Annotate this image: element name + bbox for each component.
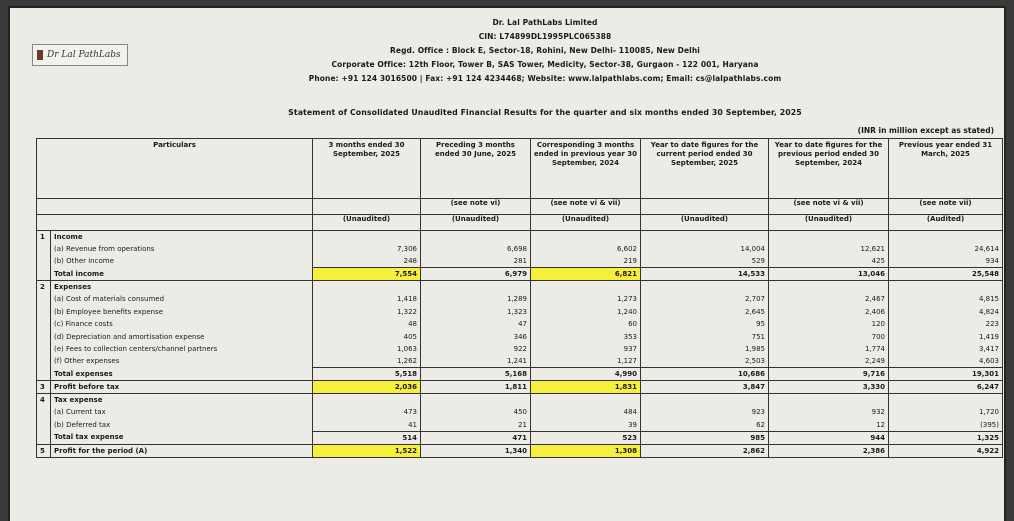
value-cell: 62 [641,419,769,432]
row-serial [37,318,51,330]
table-row [37,355,1003,368]
value-cell [531,281,641,294]
row-label: Profit for the period (A) [51,444,313,457]
row-serial [37,368,51,381]
contact-details: Phone: +91 124 3016500 | Fax: +91 124 4234468; Website: www.lalpathlabs.com; Email: cs@lalpathlabs.com [308,74,782,83]
logo-text: Dr Lal PathLabs [47,50,121,60]
value-cell: 1,985 [641,343,769,355]
value-cell [641,281,769,294]
row-serial [37,431,51,444]
table-row [37,231,1003,244]
value-cell: 2,645 [641,306,769,318]
highlighted-value-cell: 1,831 [531,381,641,394]
row-label: Expenses [51,281,313,294]
value-cell: 95 [641,318,769,330]
statement-title: Statement of Consolidated Unaudited Financial Results for the quarter and six months ended 30 September, 2025 [288,108,802,117]
value-cell: 3,417 [889,343,1003,355]
value-cell: 1,322 [313,306,421,318]
notes-row [37,199,1003,215]
company-logo [32,44,128,66]
value-cell: 223 [889,318,1003,330]
value-cell: 5,168 [421,368,531,381]
value-cell: 60 [531,318,641,330]
value-cell: 10,686 [641,368,769,381]
highlighted-value-cell: 1,522 [313,444,421,457]
value-cell [421,231,531,244]
value-cell: 700 [769,331,889,343]
value-cell [889,394,1003,407]
value-cell: 1,340 [421,444,531,457]
table-row [37,343,1003,355]
table-row [37,243,1003,255]
value-cell: 405 [313,331,421,343]
row-serial: 5 [37,444,51,457]
column-header: 3 months ended 30 September, 2025 [313,139,421,199]
value-cell [769,281,889,294]
audit-status: (Unaudited) [641,215,769,231]
row-serial [37,419,51,432]
table-row [37,281,1003,294]
value-cell: 1,325 [889,431,1003,444]
value-cell: 25,548 [889,268,1003,281]
table-header-row [37,139,1003,199]
value-cell: 985 [641,431,769,444]
value-cell: 1,418 [313,293,421,305]
table-row [37,419,1003,432]
value-cell: 19,301 [889,368,1003,381]
value-cell: 1,811 [421,381,531,394]
value-cell: 5,518 [313,368,421,381]
value-cell [313,231,421,244]
value-cell [313,281,421,294]
value-cell: 12,621 [769,243,889,255]
value-cell [769,231,889,244]
corporate-office: Corporate Office: 12th Floor, Tower B, SAS Tower, Medicity, Sector-38, Gurgaon - 122 001, Haryana [331,60,759,69]
table-row [37,318,1003,330]
value-cell [313,394,421,407]
value-cell: 1,240 [531,306,641,318]
column-note [641,199,769,215]
audit-status-row [37,215,1003,231]
table-row [37,331,1003,343]
value-cell [421,394,531,407]
value-cell: 751 [641,331,769,343]
value-cell: 6,979 [421,268,531,281]
value-cell: 484 [531,406,641,418]
value-cell: 4,603 [889,355,1003,368]
value-cell [889,281,1003,294]
value-cell [769,394,889,407]
row-serial [37,268,51,281]
value-cell: 2,467 [769,293,889,305]
value-cell: 937 [531,343,641,355]
table-row [37,368,1003,381]
audit-status: (Unaudited) [531,215,641,231]
column-note: (see note vi & vii) [531,199,641,215]
value-cell: 471 [421,431,531,444]
value-cell: 523 [531,431,641,444]
row-label: (c) Finance costs [51,318,313,330]
row-serial [37,343,51,355]
row-label: (b) Employee benefits expense [51,306,313,318]
value-cell: 4,922 [889,444,1003,457]
table-row [37,394,1003,407]
row-label: (a) Revenue from operations [51,243,313,255]
audit-status: (Audited) [889,215,1003,231]
financial-statement-sheet [8,6,1006,521]
value-cell: 281 [421,255,531,268]
audit-status: (Unaudited) [421,215,531,231]
particulars-header: Particulars [37,139,313,199]
table-row [37,268,1003,281]
value-cell: 1,289 [421,293,531,305]
table-row [37,293,1003,305]
value-cell: 219 [531,255,641,268]
value-cell: 47 [421,318,531,330]
audit-status: (Unaudited) [313,215,421,231]
value-cell: 21 [421,419,531,432]
row-label: (b) Other income [51,255,313,268]
unit-note: (INR in million except as stated) [857,126,994,135]
value-cell: 6,602 [531,243,641,255]
row-label: (a) Current tax [51,406,313,418]
table-row [37,431,1003,444]
value-cell: 4,815 [889,293,1003,305]
value-cell: (395) [889,419,1003,432]
column-note: (see note vii) [889,199,1003,215]
registered-office: Regd. Office : Block E, Sector-18, Rohini, New Delhi- 110085, New Delhi [390,46,700,55]
value-cell: 2,249 [769,355,889,368]
value-cell [641,231,769,244]
row-serial [37,306,51,318]
row-serial [37,355,51,368]
row-serial: 3 [37,381,51,394]
value-cell: 120 [769,318,889,330]
table-body [37,231,1003,458]
value-cell: 39 [531,419,641,432]
value-cell: 1,419 [889,331,1003,343]
value-cell: 4,990 [531,368,641,381]
row-serial: 2 [37,281,51,294]
value-cell: 1,720 [889,406,1003,418]
value-cell: 473 [313,406,421,418]
value-cell: 1,774 [769,343,889,355]
row-label: (b) Deferred tax [51,419,313,432]
value-cell: 13,046 [769,268,889,281]
highlighted-value-cell: 2,036 [313,381,421,394]
value-cell: 922 [421,343,531,355]
row-label: Income [51,231,313,244]
value-cell: 6,247 [889,381,1003,394]
highlighted-value-cell: 6,821 [531,268,641,281]
row-label: Total income [51,268,313,281]
table-row [37,444,1003,457]
value-cell: 4,824 [889,306,1003,318]
company-name: Dr. Lal PathLabs Limited [492,18,598,27]
value-cell: 6,698 [421,243,531,255]
value-cell: 1,323 [421,306,531,318]
row-serial [37,243,51,255]
row-serial [37,255,51,268]
column-header: Preceding 3 months ended 30 June, 2025 [421,139,531,199]
column-note: (see note vi) [421,199,531,215]
value-cell [531,231,641,244]
value-cell: 514 [313,431,421,444]
value-cell: 7,306 [313,243,421,255]
row-serial: 4 [37,394,51,407]
value-cell: 934 [889,255,1003,268]
value-cell: 1,262 [313,355,421,368]
row-label: Tax expense [51,394,313,407]
column-header: Year to date figures for the previous period ended 30 September, 2024 [769,139,889,199]
row-serial [37,406,51,418]
value-cell: 2,707 [641,293,769,305]
table-row [37,381,1003,394]
value-cell: 529 [641,255,769,268]
row-label: Total expenses [51,368,313,381]
value-cell: 2,406 [769,306,889,318]
value-cell [641,394,769,407]
value-cell [889,231,1003,244]
value-cell: 932 [769,406,889,418]
value-cell: 1,127 [531,355,641,368]
value-cell: 41 [313,419,421,432]
value-cell: 425 [769,255,889,268]
value-cell: 248 [313,255,421,268]
column-header: Corresponding 3 months ended in previous year 30 September, 2024 [531,139,641,199]
value-cell [531,394,641,407]
column-header: Year to date figures for the current period ended 30 September, 2025 [641,139,769,199]
value-cell: 346 [421,331,531,343]
row-label: (a) Cost of materials consumed [51,293,313,305]
row-label: (d) Depreciation and amortisation expense [51,331,313,343]
column-note: (see note vi & vii) [769,199,889,215]
value-cell: 944 [769,431,889,444]
table-row [37,306,1003,318]
highlighted-value-cell: 1,308 [531,444,641,457]
row-serial [37,293,51,305]
value-cell: 14,533 [641,268,769,281]
value-cell: 24,614 [889,243,1003,255]
value-cell: 2,386 [769,444,889,457]
value-cell: 450 [421,406,531,418]
value-cell: 2,503 [641,355,769,368]
value-cell: 14,004 [641,243,769,255]
value-cell: 1,241 [421,355,531,368]
value-cell: 1,063 [313,343,421,355]
row-label: Profit before tax [51,381,313,394]
value-cell: 48 [313,318,421,330]
value-cell [421,281,531,294]
value-cell: 353 [531,331,641,343]
column-note [313,199,421,215]
financial-results-table [36,138,1003,458]
value-cell: 1,273 [531,293,641,305]
column-header: Previous year ended 31 March, 2025 [889,139,1003,199]
row-label: Total tax expense [51,431,313,444]
row-serial [37,331,51,343]
value-cell: 9,716 [769,368,889,381]
logo-mark-icon [37,50,43,60]
table-row [37,255,1003,268]
value-cell: 2,862 [641,444,769,457]
highlighted-value-cell: 7,554 [313,268,421,281]
row-label: (f) Other expenses [51,355,313,368]
row-serial: 1 [37,231,51,244]
audit-status: (Unaudited) [769,215,889,231]
row-label: (e) Fees to collection centers/channel partners [51,343,313,355]
table-row [37,406,1003,418]
value-cell: 3,330 [769,381,889,394]
value-cell: 12 [769,419,889,432]
value-cell: 923 [641,406,769,418]
company-cin: CIN: L74899DL1995PLC065388 [478,32,612,41]
value-cell: 3,847 [641,381,769,394]
